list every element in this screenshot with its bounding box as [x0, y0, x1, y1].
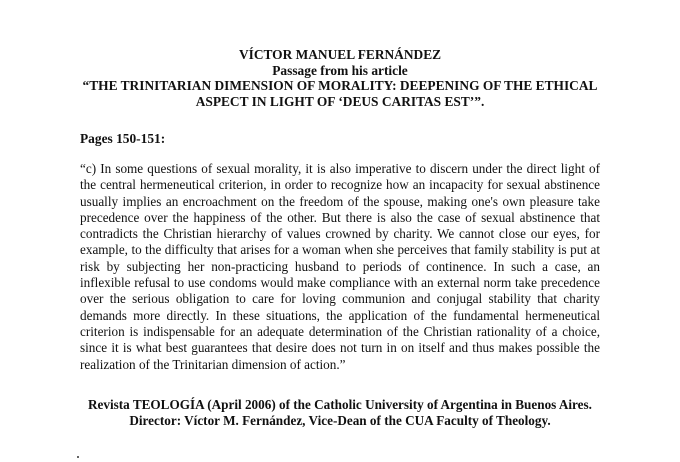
- document-header: [80, 47, 600, 109]
- pages-label: Pages 150-151:: [80, 131, 166, 146]
- footer-source-line: Revista TEOLOGÍA (April 2006) of the Catholic University of Argentina in Buenos Aires.: [88, 396, 592, 412]
- article-title: “THE TRINITARIAN DIMENSION OF MORALITY: DEEPENING OF THE ETHICAL ASPECT IN LIGHT OF ‘DEUS CARITAS EST’”.: [82, 78, 598, 109]
- header-subtitle: Passage from his article: [272, 62, 408, 78]
- footer-director-line: Director: Víctor M. Fernández, Vice-Dean of the CUA Faculty of Theology.: [129, 413, 551, 429]
- source-footer: [80, 397, 600, 430]
- author-name: VÍCTOR MANUEL FERNÁNDEZ: [238, 47, 442, 62]
- quoted-passage: “c) In some questions of sexual morality, it is also imperative to discern under the direct light of the central hermeneutical criterion, in order to recognize how an incapacity for sexual abstinence usually implies an encroachment on the freedom of the spouse, making one's own pleasure take precedence over the happiness of the other. But there is also the case of sexual abstinence that contradicts the Christian hierarchy of values crowned by charity. We cannot close our eyes, for example, to the difficulty that arises for a woman when she perceives that family stability is put at risk by subjecting her non-practicing husband to periods of continence. In such a case, an inflexible refusal to use condoms would make compliance with an external norm take precedence over the serious obligation to care for loving communion and conjugal stability that charity demands more directly. In these situations, the application of the fundamental hermeneutical criterion is indispensable for an adequate determination of the Christian rationality of a choice, since it is what best guarantees that desire does not turn in on itself and thus makes possible the realization of the Trinitarian dimension of action.”: [80, 161, 600, 372]
- stray-dot-mark: [77, 456, 79, 458]
